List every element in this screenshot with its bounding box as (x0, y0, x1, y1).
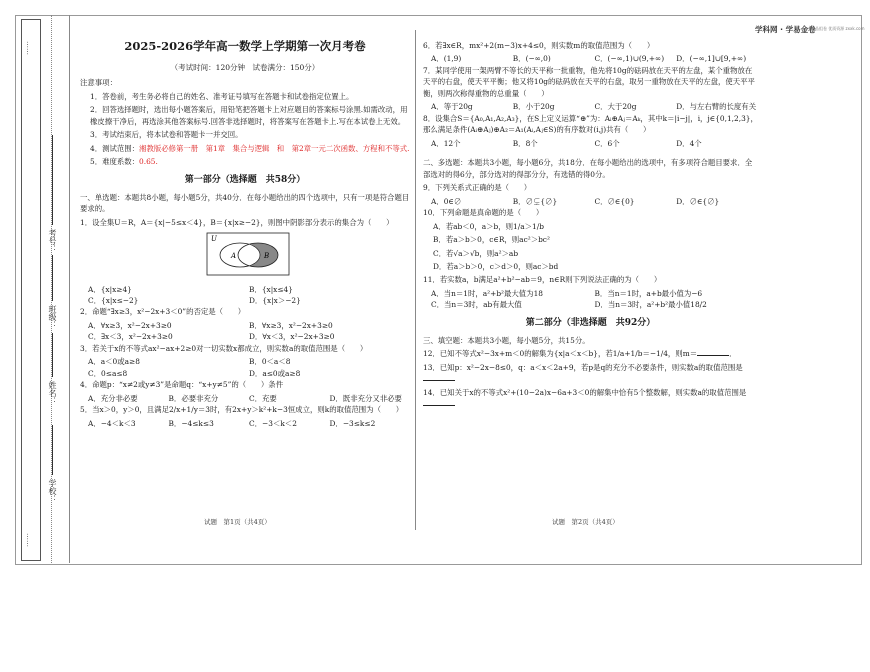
q7-option-c[interactable]: C．大于20g (594, 102, 637, 112)
question-8: 8．设集合S＝{A₀,A₁,A₂,A₃}，在S上定义运算“⊕”为：Aᵢ⊕Aⱼ＝Aₖ，其中k＝|i−j|，i，j∈{0,1,2,3}，那么满足条件(Aᵢ⊕Aⱼ)⊕A₂＝A₁(Aᵢ,Aⱼ∈S)的有序数对(i,j)共有（ ） (423, 113, 758, 135)
q8-option-b[interactable]: B．8个 (512, 138, 538, 148)
notice-5-label: 5．难度系数： (90, 157, 140, 167)
left-column (80, 34, 410, 429)
q10-option-b[interactable]: B．若a＞b＞0，c∈R，则ac²＞bc² (433, 235, 550, 245)
q7-option-b[interactable]: B．小于20g (512, 102, 555, 112)
exam-title: 2025-2026学年高一数学上学期第一次月考卷 (124, 39, 366, 53)
q8-option-a[interactable]: A．12个 (431, 138, 461, 148)
q4-option-d[interactable]: D．既非充分又非必要 (329, 393, 402, 403)
question-6: 6．若∃x∈R，mx²+2(m−3)x+4≤0，则实数m的取值范围为（ ） (423, 41, 655, 50)
question-9: 9．下列关系式正确的是（ ） (423, 183, 532, 193)
notice-4-scope: 湘教版必修第一册 第1章 集合与逻辑 和 第2章一元二次函数、方程和不等式. (139, 143, 410, 153)
q7-option-d[interactable]: D．与左右臂的长度有关 (676, 102, 757, 112)
q11-option-b[interactable]: B．当n＝1时，a+b最小值为−6 (594, 288, 703, 298)
q1-option-b[interactable]: B．{x|x≤4} (249, 284, 293, 294)
q3-option-a[interactable]: A．a＜0或a≥8 (88, 357, 140, 367)
q5-option-a[interactable]: A．−4＜k＜3 (88, 418, 136, 428)
binding-strip (21, 19, 41, 561)
q3-options (80, 356, 410, 379)
q2-option-a[interactable]: A．∀x≥3，x²−2x+3≥0 (88, 320, 172, 330)
q3-option-c[interactable]: C．0≤a≤8 (88, 368, 128, 378)
cut-mark-top: …… (25, 41, 33, 55)
q10-option-c[interactable]: C．若√a＞√b，则a²＞ab (433, 248, 519, 258)
notice-5 (80, 156, 410, 167)
school-label: 学校： (48, 479, 57, 503)
question-14 (423, 387, 758, 410)
q11-option-d[interactable]: D．当n＝3时，a²+b²最小值18/2 (594, 300, 707, 310)
q8-option-c[interactable]: C．6个 (594, 138, 620, 148)
q9-options (423, 196, 758, 207)
q13-answer-blank[interactable] (423, 380, 455, 381)
cut-mark-bottom: …… (25, 533, 33, 547)
q4-options (80, 393, 410, 404)
q12-text: 12．已知不等式x²−3x+m＜0的解集为{x|a＜x＜b}，若1/a+1/b＝−1/4，则m＝ (423, 349, 698, 359)
venn-label-u: U (211, 235, 217, 244)
q5-option-b[interactable]: B．−4≤k≤3 (168, 418, 214, 428)
name-underline (52, 333, 53, 377)
notice-4 (80, 143, 410, 154)
part2-heading: 第二部分（非选择题 共92分） (525, 317, 656, 328)
section2-instructions: 二、多选题：本题共3小题，每小题6分，共18分．在每小题给出的选项中，有多项符合题目要求．全部选对的得6分，部分选对的得部分分，有选错的得0分。 (423, 158, 753, 179)
exam-subtitle: （考试时间：120分钟 试卷满分：150分） (170, 62, 320, 72)
right-column (423, 40, 758, 412)
q13-text: 13．已知p：x²−2x−8≤0，q：a＜x＜2a+9，若p是q的充分不必要条件，则实数a的取值范围是 (423, 362, 743, 372)
venn-label-a: A (231, 252, 237, 261)
q1-option-c[interactable]: C．{x|x≤−2} (88, 296, 139, 305)
q1-option-d[interactable]: D．{x|x＞−2} (249, 296, 301, 305)
q8-option-d[interactable]: D．4个 (676, 138, 702, 148)
exam-no-underline (52, 135, 53, 225)
q5-options (80, 418, 410, 429)
q2-option-d[interactable]: D．∀x＜3，x²−2x+3≥0 (249, 332, 335, 342)
question-13 (423, 362, 758, 385)
venn-diagram (206, 232, 290, 276)
school-underline (52, 425, 53, 475)
notice-1: 1．答卷前，考生务必将自己的姓名、准考证号填写在答题卡和试卷指定位置上。 (90, 91, 354, 101)
notice-5-value: 0.65. (139, 157, 158, 167)
notice-2: 2．回答选择题时，选出每小题答案后，用铅笔把答题卡上对应题目的答案标号涂黑.如需改动，用橡皮擦干净后，再选涂其他答案标号.回答非选择题时，将答案写在答题卡上.写在本试卷上无效。 (90, 105, 408, 126)
question-3: 3．若关于x的不等式ax²−ax+2≥0对一切实数x都成立，则实数a的取值范围是（ ） (80, 343, 368, 353)
class-label: 班级： (48, 305, 57, 329)
q9-option-b[interactable]: B．∅⊊{∅} (512, 196, 558, 206)
q5-option-c[interactable]: C．−3＜k＜2 (249, 418, 297, 428)
q1-option-a[interactable]: A．{x|x≥4} (88, 284, 132, 294)
q9-option-a[interactable]: A．0∈∅ (431, 196, 462, 206)
q11-option-a[interactable]: A．当n＝1时，a²+b²最大值为18 (431, 288, 543, 298)
q10-option-a[interactable]: A．若ab＜0，a＞b，则1/a＞1/b (433, 221, 544, 231)
page-footer-right: 试题 第2页（共4页） (552, 518, 619, 526)
question-5: 5．当x＞0，y＞0，且满足2/x+1/y＝3时，有2x+y＞k²+k−3恒成立，则k的取值范围为（ ） (80, 405, 404, 415)
part1-heading: 第一部分（选择题 共58分） (184, 174, 306, 185)
q3-option-d[interactable]: D．a≤0或a≥8 (249, 368, 301, 378)
question-11: 11．若实数a，b满足a²+b²−ab＝9，n∈R则下列说法正确的为（ ） (423, 275, 662, 285)
brand-logo: 学科网 · 学易金卷 (755, 25, 816, 34)
q7-option-a[interactable]: A．等于20g (431, 102, 473, 112)
q4-option-c[interactable]: C．充要 (249, 393, 277, 403)
q8-options (423, 138, 758, 149)
notice-4-label: 4．测试范围： (90, 143, 140, 153)
question-12: 12．已知不等式x²−3x+m＜0的解集为{x|a＜x＜b}，若1/a+1/b＝−1/4，则m＝ ． (423, 349, 737, 359)
question-7: 7．某同学使用一架两臂不等长的天平称一批重物，他先将10g的砝码放在天平的左盘，某个重物放在天平的右盘，使天平平衡；他又将10g的砝码放在天平的右盘，取另一重物放在天平的左盘，使天平平衡，则两次称得重物的总重量（ ） (423, 65, 755, 98)
notice-3: 3．考试结束后，将本试卷和答题卡一并交回。 (90, 130, 243, 140)
question-10: 10．下列命题是真命题的是（ ） (423, 208, 544, 218)
question-4: 4．命题p：“x≠2或y≠3”是命题q：“x+y≠5”的（ ）条件 (80, 380, 284, 390)
class-underline (52, 255, 53, 301)
exam-no-label: 考号： (48, 229, 57, 253)
notice-heading: 注意事项： (80, 78, 117, 88)
q5-option-d[interactable]: D．−3≤k≤2 (329, 418, 376, 428)
q10-option-d[interactable]: D．若a＞b＞0，c＞d＞0，则ac＞bd (433, 261, 559, 271)
q2-option-c[interactable]: C．∃x＜3，x²−2x+3≥0 (88, 332, 173, 342)
venn-label-b: B (264, 252, 270, 261)
section3-instructions: 三、填空题：本题共3小题，每小题5分，共15分。 (423, 335, 590, 345)
q2-option-b[interactable]: B．∀x≥3，x²−2x+3≥0 (249, 320, 333, 330)
q12-answer-blank[interactable] (697, 355, 729, 356)
q14-text: 14．已知关于x的不等式x²+(10−2a)x−6a+3＜0的解集中恰有5个整数解，则实数a的取值范围是 (423, 387, 747, 397)
question-2: 2．命题“∃x≥3，x²−2x+3＜0”的否定是（ ） (80, 307, 246, 317)
q11-option-c[interactable]: C．当n＝3时，ab有最大值 (431, 300, 522, 310)
binding-margin (15, 15, 70, 563)
q3-option-b[interactable]: B．0＜a＜8 (249, 357, 291, 367)
q1-options (80, 284, 410, 307)
q9-option-d[interactable]: D．∅∈{∅} (676, 196, 720, 206)
q11-options (423, 288, 758, 311)
q6-option-a[interactable]: A．(1,9) (431, 54, 462, 64)
q9-option-c[interactable]: C．∅∈{0} (594, 196, 635, 206)
q14-answer-blank[interactable] (423, 405, 455, 406)
q7-options (423, 101, 758, 112)
name-label: 姓名： (48, 381, 57, 405)
q6-option-c[interactable]: C．(−∞,1)∪(9,+∞) (594, 54, 665, 64)
q4-option-b[interactable]: B．必要非充分 (168, 393, 219, 403)
q6-option-b[interactable]: B．(−∞,0) (512, 54, 551, 64)
column-divider (415, 30, 416, 530)
q6-options (423, 53, 758, 64)
q6-option-d[interactable]: D．(−∞,1]∪[9,+∞) (676, 54, 747, 64)
question-1: 1．设全集U＝R，A＝{x|−5≤x＜4}，B＝{x|x≥−2}，则图中阴影部分表示的集合为（ ） (80, 217, 394, 227)
q4-option-a[interactable]: A．充分非必要 (88, 393, 138, 403)
section1-instructions: 一、单选题：本题共8小题，每小题5分，共40分．在每小题给出的四个选项中，只有一项是符合题目要求的。 (80, 192, 410, 214)
q2-options (80, 320, 410, 343)
brand-tagline: 精品组卷 优质资源 zxxk.com (811, 26, 865, 31)
page-footer-left: 试题 第1页（共4页） (204, 518, 271, 526)
